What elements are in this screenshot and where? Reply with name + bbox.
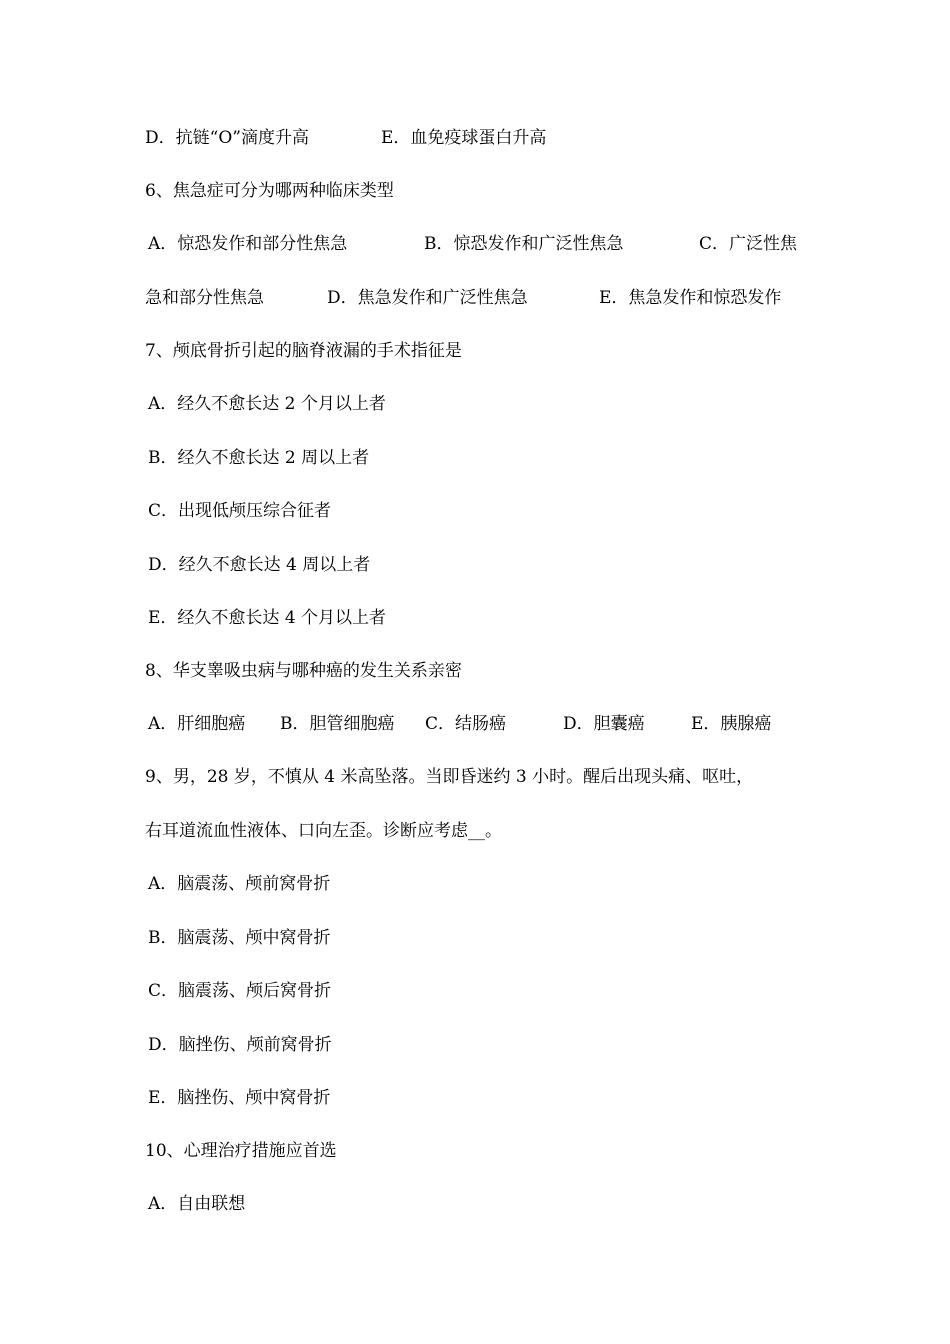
question-7-option-d xyxy=(145,553,828,577)
question-9-option-b xyxy=(145,926,828,950)
question-8-title xyxy=(145,659,825,683)
question-8-options xyxy=(145,712,828,736)
option-a: A．脑震荡、颅前窝骨折 xyxy=(148,874,331,894)
question-7-option-c xyxy=(145,499,828,523)
option-c: C．结肠癌 xyxy=(425,714,507,734)
option-b: B．惊恐发作和广泛性焦急 xyxy=(424,234,624,254)
question-text: 8、华支睾吸虫病与哪种癌的发生关系亲密 xyxy=(145,661,462,681)
option-b: B．脑震荡、颅中窝骨折 xyxy=(148,928,331,948)
question-7-title xyxy=(145,339,825,363)
question-text: 7、颅底骨折引起的脑脊液漏的手术指征是 xyxy=(145,341,462,361)
question-9-option-a xyxy=(145,872,828,896)
question-9-option-e xyxy=(145,1086,828,1110)
question-6-options-line-1 xyxy=(145,232,825,256)
question-7-option-b xyxy=(145,446,828,470)
question-10-title xyxy=(145,1139,825,1163)
option-e: E．胰腺癌 xyxy=(691,714,772,734)
question-6-title xyxy=(145,179,825,203)
option-c: C．广泛性焦 xyxy=(699,234,798,254)
question-text: 10、心理治疗措施应首选 xyxy=(145,1141,337,1161)
option-e: E．焦急发作和惊恐发作 xyxy=(599,288,782,308)
question-text: 9、男，28 岁，不慎从 4 米高坠落。当即昏迷约 3 小时。醒后出现头痛、呕吐， xyxy=(145,767,754,787)
option-b: B．胆管细胞癌 xyxy=(280,714,395,734)
question-9-title-line-1 xyxy=(145,765,825,789)
question-9-option-c xyxy=(145,979,828,1003)
option-d: D．胆囊癌 xyxy=(563,714,645,734)
question-6-options-line-2 xyxy=(145,286,825,310)
option-c: C．出现低颅压综合征者 xyxy=(148,501,332,521)
option-b: B．经久不愈长达 2 周以上者 xyxy=(148,448,370,468)
option-a: A．肝细胞癌 xyxy=(148,714,246,734)
option-d: D．焦急发作和广泛性焦急 xyxy=(327,288,528,308)
option-a: A．自由联想 xyxy=(148,1194,246,1214)
option-c: C．脑震荡、颅后窝骨折 xyxy=(148,981,332,1001)
question-text-continued: 右耳道流血性液体、口向左歪。诊断应考虑__。 xyxy=(145,821,502,841)
question-5-options-d-e xyxy=(145,126,825,150)
option-d: D．经久不愈长达 4 周以上者 xyxy=(148,555,371,575)
option-e: E．经久不愈长达 4 个月以上者 xyxy=(148,608,387,628)
option-a: A．经久不愈长达 2 个月以上者 xyxy=(148,394,386,414)
question-text: 6、焦急症可分为哪两种临床类型 xyxy=(145,181,394,201)
option-e: E．血免疫球蛋白升高 xyxy=(381,128,547,148)
question-7-option-a xyxy=(145,392,828,416)
option-a: A．惊恐发作和部分性焦急 xyxy=(148,234,348,254)
question-7-option-e xyxy=(145,606,828,630)
question-9-option-d xyxy=(145,1033,828,1057)
option-c-continued: 急和部分性焦急 xyxy=(145,288,264,308)
option-d: D．抗链“O”滴度升高 xyxy=(145,128,309,148)
option-d: D．脑挫伤、颅前窝骨折 xyxy=(148,1035,332,1055)
option-e: E．脑挫伤、颅中窝骨折 xyxy=(148,1088,331,1108)
question-10-option-a xyxy=(145,1192,828,1216)
question-9-title-line-2 xyxy=(145,819,825,843)
